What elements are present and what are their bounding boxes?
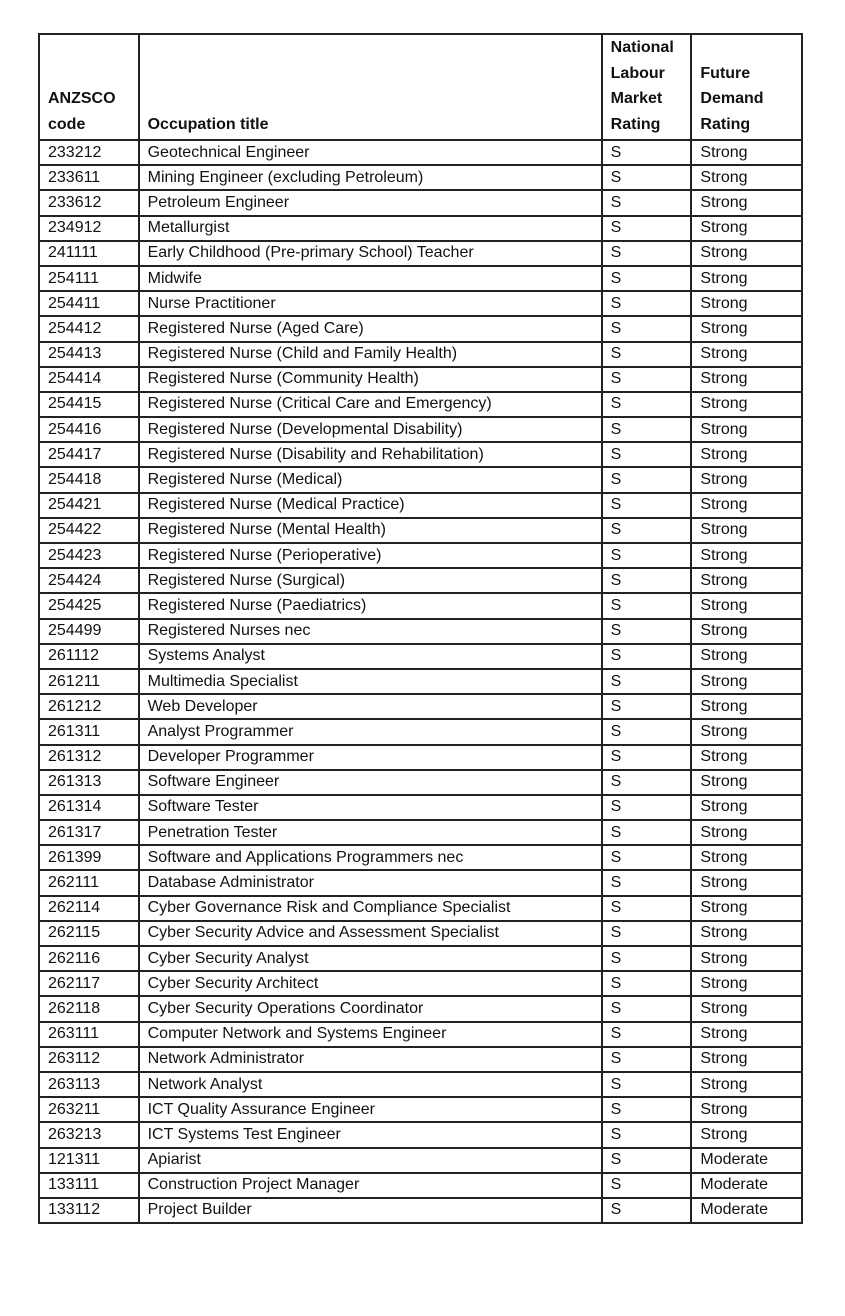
anzsco-code-cell: 254415 bbox=[39, 392, 139, 417]
anzsco-code-cell: 254412 bbox=[39, 316, 139, 341]
table-row bbox=[39, 1122, 802, 1147]
future-demand-rating-cell: Strong bbox=[691, 971, 802, 996]
occupation-title-cell: ICT Quality Assurance Engineer bbox=[139, 1097, 602, 1122]
future-demand-rating-cell: Strong bbox=[691, 291, 802, 316]
table-body bbox=[39, 140, 802, 1223]
national-rating-cell: S bbox=[602, 896, 692, 921]
anzsco-code-cell: 262116 bbox=[39, 946, 139, 971]
national-rating-cell: S bbox=[602, 946, 692, 971]
table-row bbox=[39, 921, 802, 946]
national-rating-cell: S bbox=[602, 190, 692, 215]
header-future-line-1: Future bbox=[700, 64, 751, 82]
table-row bbox=[39, 619, 802, 644]
anzsco-code-cell: 254418 bbox=[39, 467, 139, 492]
national-rating-cell: S bbox=[602, 1072, 692, 1097]
anzsco-code-cell: 241111 bbox=[39, 241, 139, 266]
national-rating-cell: S bbox=[602, 921, 692, 946]
occupation-table bbox=[38, 33, 803, 1224]
header-future-demand-rating bbox=[691, 34, 802, 140]
occupation-title-cell: Registered Nurse (Medical Practice) bbox=[139, 493, 602, 518]
national-rating-cell: S bbox=[602, 417, 692, 442]
table-row bbox=[39, 140, 802, 165]
future-demand-rating-cell: Strong bbox=[691, 140, 802, 165]
anzsco-code-cell: 261211 bbox=[39, 669, 139, 694]
national-rating-cell: S bbox=[602, 619, 692, 644]
future-demand-rating-cell: Strong bbox=[691, 1122, 802, 1147]
occupation-title-cell: Mining Engineer (excluding Petroleum) bbox=[139, 165, 602, 190]
future-demand-rating-cell: Moderate bbox=[691, 1173, 802, 1198]
occupation-title-cell: Registered Nurse (Child and Family Health) bbox=[139, 342, 602, 367]
occupation-title-cell: Cyber Governance Risk and Compliance Specialist bbox=[139, 896, 602, 921]
occupation-title-cell: Registered Nurse (Mental Health) bbox=[139, 518, 602, 543]
anzsco-code-cell: 263211 bbox=[39, 1097, 139, 1122]
future-demand-rating-cell: Strong bbox=[691, 1022, 802, 1047]
national-rating-cell: S bbox=[602, 140, 692, 165]
anzsco-code-cell: 262115 bbox=[39, 921, 139, 946]
header-national-line-1: National bbox=[610, 39, 674, 56]
occupation-title-cell: ICT Systems Test Engineer bbox=[139, 1122, 602, 1147]
anzsco-code-cell: 254499 bbox=[39, 619, 139, 644]
table-row bbox=[39, 1072, 802, 1097]
future-demand-rating-cell: Strong bbox=[691, 996, 802, 1021]
occupation-title-cell: Registered Nurse (Perioperative) bbox=[139, 543, 602, 568]
future-demand-rating-cell: Strong bbox=[691, 820, 802, 845]
national-rating-cell: S bbox=[602, 342, 692, 367]
national-rating-cell: S bbox=[602, 442, 692, 467]
national-rating-cell: S bbox=[602, 1122, 692, 1147]
table-row bbox=[39, 518, 802, 543]
future-demand-rating-cell: Strong bbox=[691, 745, 802, 770]
table-row bbox=[39, 1022, 802, 1047]
national-rating-cell: S bbox=[602, 1148, 692, 1173]
header-occupation-title bbox=[139, 34, 602, 140]
occupation-title-cell: Web Developer bbox=[139, 694, 602, 719]
table-row bbox=[39, 291, 802, 316]
anzsco-code-cell: 254414 bbox=[39, 367, 139, 392]
occupation-title-cell: Early Childhood (Pre-primary School) Teacher bbox=[139, 241, 602, 266]
header-future-line-3: Rating bbox=[700, 115, 751, 133]
future-demand-rating-cell: Strong bbox=[691, 694, 802, 719]
occupation-title-cell: Geotechnical Engineer bbox=[139, 140, 602, 165]
table-row bbox=[39, 896, 802, 921]
table-row bbox=[39, 241, 802, 266]
table-row bbox=[39, 820, 802, 845]
anzsco-code-cell: 233612 bbox=[39, 190, 139, 215]
occupation-title-cell: Registered Nurse (Paediatrics) bbox=[139, 593, 602, 618]
table-row bbox=[39, 770, 802, 795]
anzsco-code-cell: 233611 bbox=[39, 165, 139, 190]
national-rating-cell: S bbox=[602, 165, 692, 190]
future-demand-rating-cell: Strong bbox=[691, 568, 802, 593]
future-demand-rating-cell: Strong bbox=[691, 1097, 802, 1122]
occupation-title-cell: Metallurgist bbox=[139, 216, 602, 241]
header-future-line-2: Demand bbox=[700, 90, 764, 107]
national-rating-cell: S bbox=[602, 644, 692, 669]
occupation-title-cell: Registered Nurse (Developmental Disability) bbox=[139, 417, 602, 442]
occupation-title-cell: Registered Nurse (Critical Care and Emergency) bbox=[139, 392, 602, 417]
anzsco-code-cell: 262111 bbox=[39, 870, 139, 895]
occupation-title-cell: Software Tester bbox=[139, 795, 602, 820]
anzsco-code-cell: 254111 bbox=[39, 266, 139, 291]
table-row bbox=[39, 392, 802, 417]
occupation-title-cell: Penetration Tester bbox=[139, 820, 602, 845]
table-row bbox=[39, 543, 802, 568]
table-row bbox=[39, 342, 802, 367]
anzsco-code-cell: 254425 bbox=[39, 593, 139, 618]
national-rating-cell: S bbox=[602, 1198, 692, 1223]
future-demand-rating-cell: Strong bbox=[691, 266, 802, 291]
occupation-title-cell: Registered Nurse (Aged Care) bbox=[139, 316, 602, 341]
national-rating-cell: S bbox=[602, 845, 692, 870]
national-rating-cell: S bbox=[602, 669, 692, 694]
anzsco-code-cell: 254422 bbox=[39, 518, 139, 543]
future-demand-rating-cell: Strong bbox=[691, 442, 802, 467]
occupation-title-cell: Registered Nurse (Medical) bbox=[139, 467, 602, 492]
national-rating-cell: S bbox=[602, 870, 692, 895]
anzsco-code-cell: 261313 bbox=[39, 770, 139, 795]
anzsco-code-cell: 261212 bbox=[39, 694, 139, 719]
occupation-title-cell: Nurse Practitioner bbox=[139, 291, 602, 316]
future-demand-rating-cell: Moderate bbox=[691, 1198, 802, 1223]
occupation-title-cell: Cyber Security Analyst bbox=[139, 946, 602, 971]
table-row bbox=[39, 1173, 802, 1198]
national-rating-cell: S bbox=[602, 694, 692, 719]
occupation-title-cell: Midwife bbox=[139, 266, 602, 291]
national-rating-cell: S bbox=[602, 367, 692, 392]
future-demand-rating-cell: Strong bbox=[691, 543, 802, 568]
future-demand-rating-cell: Strong bbox=[691, 719, 802, 744]
occupation-title-cell: Cyber Security Operations Coordinator bbox=[139, 996, 602, 1021]
table-row bbox=[39, 971, 802, 996]
table-row bbox=[39, 1198, 802, 1223]
anzsco-code-cell: 261312 bbox=[39, 745, 139, 770]
table-row bbox=[39, 316, 802, 341]
future-demand-rating-cell: Strong bbox=[691, 669, 802, 694]
occupation-title-cell: Apiarist bbox=[139, 1148, 602, 1173]
national-rating-cell: S bbox=[602, 518, 692, 543]
occupation-title-cell: Software Engineer bbox=[139, 770, 602, 795]
national-rating-cell: S bbox=[602, 1022, 692, 1047]
table-row bbox=[39, 593, 802, 618]
future-demand-rating-cell: Strong bbox=[691, 518, 802, 543]
table-header bbox=[39, 34, 802, 140]
table-row bbox=[39, 946, 802, 971]
future-demand-rating-cell: Strong bbox=[691, 316, 802, 341]
occupation-title-cell: Registered Nurse (Surgical) bbox=[139, 568, 602, 593]
table-row bbox=[39, 216, 802, 241]
anzsco-code-cell: 263111 bbox=[39, 1022, 139, 1047]
national-rating-cell: S bbox=[602, 291, 692, 316]
future-demand-rating-cell: Strong bbox=[691, 770, 802, 795]
table-row bbox=[39, 845, 802, 870]
national-rating-cell: S bbox=[602, 770, 692, 795]
future-demand-rating-cell: Strong bbox=[691, 619, 802, 644]
anzsco-code-cell: 262118 bbox=[39, 996, 139, 1021]
anzsco-code-cell: 121311 bbox=[39, 1148, 139, 1173]
national-rating-cell: S bbox=[602, 493, 692, 518]
occupation-title-cell: Network Analyst bbox=[139, 1072, 602, 1097]
header-row bbox=[39, 34, 802, 140]
anzsco-code-cell: 263113 bbox=[39, 1072, 139, 1097]
table-row bbox=[39, 266, 802, 291]
occupation-title-cell: Cyber Security Architect bbox=[139, 971, 602, 996]
national-rating-cell: S bbox=[602, 971, 692, 996]
anzsco-code-cell: 263213 bbox=[39, 1122, 139, 1147]
occupation-title-cell: Registered Nurses nec bbox=[139, 619, 602, 644]
occupation-title-cell: Analyst Programmer bbox=[139, 719, 602, 744]
header-national-line-4: Rating bbox=[610, 115, 661, 133]
header-anzsco-code-line-2: code bbox=[48, 115, 86, 133]
national-rating-cell: S bbox=[602, 996, 692, 1021]
occupation-title-cell: Multimedia Specialist bbox=[139, 669, 602, 694]
national-rating-cell: S bbox=[602, 1047, 692, 1072]
table-row bbox=[39, 467, 802, 492]
table-row bbox=[39, 1097, 802, 1122]
anzsco-code-cell: 261314 bbox=[39, 795, 139, 820]
anzsco-code-cell: 254423 bbox=[39, 543, 139, 568]
occupation-title-cell: Computer Network and Systems Engineer bbox=[139, 1022, 602, 1047]
future-demand-rating-cell: Strong bbox=[691, 216, 802, 241]
occupation-title-cell: Network Administrator bbox=[139, 1047, 602, 1072]
anzsco-code-cell: 261317 bbox=[39, 820, 139, 845]
national-rating-cell: S bbox=[602, 241, 692, 266]
national-rating-cell: S bbox=[602, 719, 692, 744]
header-occupation-title-line-1: Occupation title bbox=[147, 115, 269, 133]
anzsco-code-cell: 254413 bbox=[39, 342, 139, 367]
table-row bbox=[39, 1047, 802, 1072]
national-rating-cell: S bbox=[602, 593, 692, 618]
anzsco-code-cell: 254424 bbox=[39, 568, 139, 593]
future-demand-rating-cell: Strong bbox=[691, 921, 802, 946]
table-row bbox=[39, 996, 802, 1021]
anzsco-code-cell: 262117 bbox=[39, 971, 139, 996]
anzsco-code-cell: 133112 bbox=[39, 1198, 139, 1223]
occupation-title-cell: Developer Programmer bbox=[139, 745, 602, 770]
occupation-title-cell: Petroleum Engineer bbox=[139, 190, 602, 215]
future-demand-rating-cell: Strong bbox=[691, 165, 802, 190]
table-row bbox=[39, 417, 802, 442]
national-rating-cell: S bbox=[602, 568, 692, 593]
future-demand-rating-cell: Moderate bbox=[691, 1148, 802, 1173]
national-rating-cell: S bbox=[602, 543, 692, 568]
anzsco-code-cell: 254411 bbox=[39, 291, 139, 316]
occupation-title-cell: Project Builder bbox=[139, 1198, 602, 1223]
future-demand-rating-cell: Strong bbox=[691, 493, 802, 518]
table-row bbox=[39, 367, 802, 392]
future-demand-rating-cell: Strong bbox=[691, 795, 802, 820]
national-rating-cell: S bbox=[602, 745, 692, 770]
anzsco-code-cell: 133111 bbox=[39, 1173, 139, 1198]
header-national-line-2: Labour bbox=[610, 64, 665, 82]
future-demand-rating-cell: Strong bbox=[691, 417, 802, 442]
national-rating-cell: S bbox=[602, 820, 692, 845]
future-demand-rating-cell: Strong bbox=[691, 896, 802, 921]
future-demand-rating-cell: Strong bbox=[691, 190, 802, 215]
future-demand-rating-cell: Strong bbox=[691, 342, 802, 367]
future-demand-rating-cell: Strong bbox=[691, 870, 802, 895]
future-demand-rating-cell: Strong bbox=[691, 392, 802, 417]
national-rating-cell: S bbox=[602, 392, 692, 417]
national-rating-cell: S bbox=[602, 216, 692, 241]
occupation-title-cell: Database Administrator bbox=[139, 870, 602, 895]
future-demand-rating-cell: Strong bbox=[691, 1047, 802, 1072]
future-demand-rating-cell: Strong bbox=[691, 946, 802, 971]
anzsco-code-cell: 233212 bbox=[39, 140, 139, 165]
anzsco-code-cell: 254417 bbox=[39, 442, 139, 467]
header-anzsco-code bbox=[39, 34, 139, 140]
table-row bbox=[39, 442, 802, 467]
anzsco-code-cell: 262114 bbox=[39, 896, 139, 921]
header-national-labour-market-rating bbox=[602, 34, 692, 140]
anzsco-code-cell: 263112 bbox=[39, 1047, 139, 1072]
future-demand-rating-cell: Strong bbox=[691, 367, 802, 392]
table-row bbox=[39, 694, 802, 719]
national-rating-cell: S bbox=[602, 467, 692, 492]
occupation-title-cell: Registered Nurse (Community Health) bbox=[139, 367, 602, 392]
table-row bbox=[39, 870, 802, 895]
anzsco-code-cell: 254416 bbox=[39, 417, 139, 442]
anzsco-code-cell: 261112 bbox=[39, 644, 139, 669]
future-demand-rating-cell: Strong bbox=[691, 644, 802, 669]
national-rating-cell: S bbox=[602, 1173, 692, 1198]
occupation-title-cell: Systems Analyst bbox=[139, 644, 602, 669]
table-row bbox=[39, 493, 802, 518]
future-demand-rating-cell: Strong bbox=[691, 1072, 802, 1097]
future-demand-rating-cell: Strong bbox=[691, 467, 802, 492]
national-rating-cell: S bbox=[602, 266, 692, 291]
national-rating-cell: S bbox=[602, 1097, 692, 1122]
table-row bbox=[39, 719, 802, 744]
occupation-title-cell: Software and Applications Programmers nec bbox=[139, 845, 602, 870]
national-rating-cell: S bbox=[602, 795, 692, 820]
table-row bbox=[39, 165, 802, 190]
table-row bbox=[39, 745, 802, 770]
occupation-title-cell: Cyber Security Advice and Assessment Specialist bbox=[139, 921, 602, 946]
anzsco-code-cell: 261399 bbox=[39, 845, 139, 870]
anzsco-code-cell: 254421 bbox=[39, 493, 139, 518]
table-row bbox=[39, 568, 802, 593]
table-row bbox=[39, 190, 802, 215]
anzsco-code-cell: 234912 bbox=[39, 216, 139, 241]
table-row bbox=[39, 669, 802, 694]
table-row bbox=[39, 644, 802, 669]
future-demand-rating-cell: Strong bbox=[691, 593, 802, 618]
header-anzsco-code-line-1: ANZSCO bbox=[48, 90, 116, 107]
anzsco-code-cell: 261311 bbox=[39, 719, 139, 744]
future-demand-rating-cell: Strong bbox=[691, 845, 802, 870]
occupation-title-cell: Registered Nurse (Disability and Rehabilitation) bbox=[139, 442, 602, 467]
national-rating-cell: S bbox=[602, 316, 692, 341]
occupation-title-cell: Construction Project Manager bbox=[139, 1173, 602, 1198]
future-demand-rating-cell: Strong bbox=[691, 241, 802, 266]
table-row bbox=[39, 795, 802, 820]
header-national-line-3: Market bbox=[610, 90, 663, 107]
table-row bbox=[39, 1148, 802, 1173]
